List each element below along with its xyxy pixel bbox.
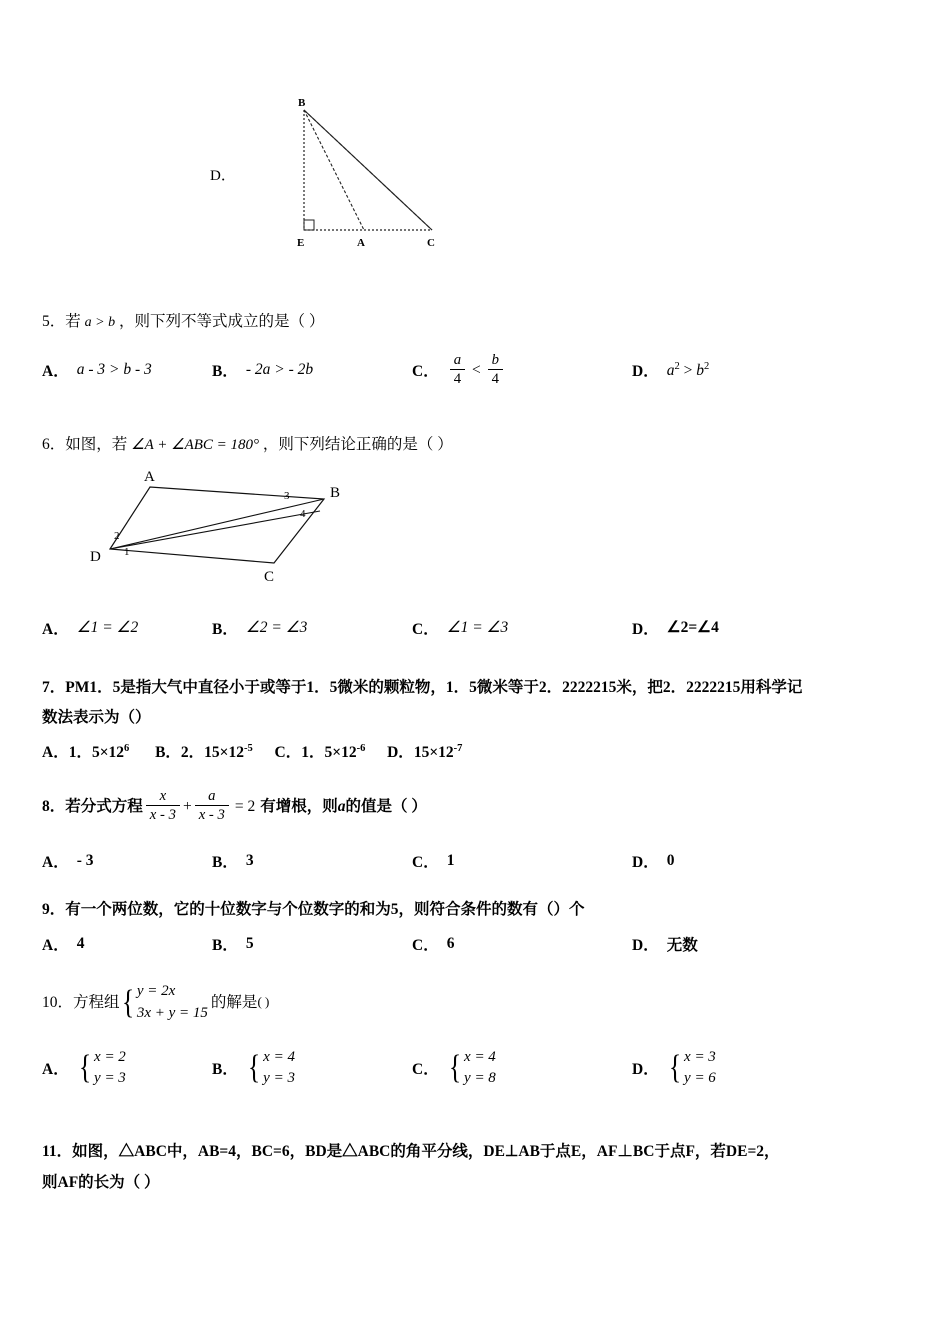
option-a-text: - 3 bbox=[76, 851, 94, 869]
question-10-option-d[interactable] bbox=[632, 1047, 716, 1091]
question-5-option-b[interactable] bbox=[212, 359, 412, 381]
question-8-stem bbox=[42, 788, 908, 826]
svg-text:A: A bbox=[144, 470, 155, 485]
option-c-text: 1 bbox=[446, 851, 455, 869]
svg-text:B: B bbox=[298, 98, 306, 109]
option-b-text: 5 bbox=[245, 935, 254, 952]
numerator: x bbox=[146, 787, 180, 806]
question-6-option-c[interactable] bbox=[412, 617, 632, 639]
relation-symbol: < bbox=[471, 360, 481, 378]
question-10-option-a[interactable] bbox=[42, 1047, 212, 1091]
option-b-exponent: -5 bbox=[244, 742, 253, 754]
question-9-option-c[interactable] bbox=[412, 933, 632, 955]
equals-two: = 2 bbox=[234, 798, 256, 816]
option-a-exponent: 6 bbox=[124, 742, 130, 754]
question-8-number: 8． bbox=[42, 798, 66, 816]
question-8-option-b[interactable] bbox=[212, 850, 412, 872]
relation-symbol: > bbox=[683, 361, 693, 379]
question-9 bbox=[42, 896, 908, 955]
option-b-label: B． bbox=[212, 620, 238, 638]
base-b: b bbox=[696, 361, 704, 379]
option-c-mantissa: 1．5×12 bbox=[301, 743, 357, 761]
option-c-text: 6 bbox=[446, 935, 455, 952]
question-10-number: 10． bbox=[42, 994, 74, 1012]
left-brace: { bbox=[668, 1049, 681, 1087]
system-rows bbox=[464, 1047, 496, 1091]
question-8-stem-mid: 有增根，则 bbox=[260, 798, 338, 816]
left-brace: { bbox=[78, 1049, 91, 1087]
question-7-stem-text1: PM1．5是指大气中直径小于或等于1．5微米的颗粒物，1．5微米等于2．2222215米，把2．2222215用科学记 bbox=[65, 678, 803, 696]
denominator: x - 3 bbox=[198, 807, 225, 824]
question-11-stem-text1: 如图，△ABC中，AB=4，BC=6，BD是△ABC的角平分线，DE⊥AB于点E，AF⊥BC于点F，若DE=2， bbox=[72, 1143, 780, 1160]
question-5-stem bbox=[42, 308, 908, 336]
question-9-stem-text: 有一个两位数，它的十位数字与个位数字的和为5，则符合条件的数有（）个 bbox=[65, 900, 585, 918]
question-7-options bbox=[42, 739, 908, 766]
option-c-exponent: -6 bbox=[356, 742, 366, 754]
option-a-mantissa: 1．5×12 bbox=[68, 743, 125, 761]
page-content bbox=[42, 0, 908, 1200]
option-c-label: C． bbox=[412, 1061, 439, 1079]
option-b-mantissa: 2．15×12 bbox=[180, 743, 244, 761]
plus-sign: + bbox=[182, 798, 192, 816]
option-d-label: D． bbox=[632, 937, 659, 954]
option-a-text: a - 3 > b - 3 bbox=[76, 361, 152, 379]
system-row-1: y = 2x bbox=[136, 983, 176, 999]
option-b-label: B． bbox=[155, 743, 181, 761]
question-5-option-c[interactable] bbox=[412, 352, 632, 390]
question-5-stem-post: ，则下列不等式成立的是（ ） bbox=[118, 313, 325, 330]
system-row-2: y = 3 bbox=[263, 1070, 295, 1087]
option-c-text: ∠1 = ∠3 bbox=[446, 619, 509, 637]
question-10-stem-pre: 方程组 bbox=[73, 994, 120, 1012]
question-10-answer-paren: ( ) bbox=[257, 994, 270, 1010]
option-b-text: ∠2 = ∠3 bbox=[245, 619, 308, 637]
option-a-label: A． bbox=[42, 937, 69, 954]
fraction-a-over-x-minus-3 bbox=[195, 787, 229, 825]
option-a-text: ∠1 = ∠2 bbox=[76, 619, 139, 637]
option-c-expression bbox=[447, 352, 506, 390]
question-6-option-a[interactable] bbox=[42, 617, 212, 639]
fraction-x-over-x-minus-3 bbox=[146, 787, 180, 825]
option-a-label: A． bbox=[42, 620, 69, 638]
question-5-stem-pre: 若 bbox=[65, 313, 81, 330]
fraction-b-over-4 bbox=[488, 351, 503, 389]
question-7 bbox=[42, 673, 908, 767]
exponent: 2 bbox=[674, 360, 680, 372]
option-d-label: D． bbox=[632, 853, 659, 871]
question-7-option-a[interactable] bbox=[42, 744, 129, 761]
denominator: 4 bbox=[453, 370, 462, 387]
option-d-system bbox=[667, 1047, 716, 1091]
question-7-option-b[interactable] bbox=[155, 744, 253, 761]
system-rows bbox=[263, 1047, 295, 1091]
base-a: a bbox=[666, 361, 675, 379]
option-d-label: D． bbox=[632, 620, 659, 638]
question-11-stem-line1 bbox=[42, 1136, 908, 1167]
svg-text:2: 2 bbox=[114, 529, 120, 542]
question-9-number: 9． bbox=[42, 900, 66, 918]
option-d-exponent: -7 bbox=[453, 742, 463, 754]
question-8-variable: a bbox=[337, 798, 346, 816]
system-row-2: y = 8 bbox=[464, 1070, 496, 1087]
system-rows bbox=[137, 981, 208, 1025]
svg-text:C: C bbox=[264, 568, 275, 585]
option-d-mantissa: 15×12 bbox=[413, 743, 454, 761]
svg-text:A: A bbox=[357, 237, 365, 249]
left-brace: { bbox=[121, 983, 134, 1021]
option-a-label: A． bbox=[42, 853, 69, 871]
option-a-system bbox=[77, 1047, 126, 1091]
system-rows bbox=[94, 1047, 126, 1091]
numerator: a bbox=[450, 351, 465, 370]
option-b-label: B． bbox=[212, 853, 238, 871]
equation-system bbox=[120, 981, 208, 1025]
question-6-stem-post: ，则下列结论正确的是（ ） bbox=[262, 436, 453, 454]
question-9-stem bbox=[42, 896, 908, 923]
option-b-text: - 2a > - 2b bbox=[245, 361, 314, 379]
question-7-number: 7． bbox=[42, 678, 66, 696]
question-10-option-b[interactable] bbox=[212, 1047, 412, 1091]
option-c-system bbox=[447, 1047, 496, 1091]
svg-text:B: B bbox=[330, 484, 341, 501]
question-5-option-a[interactable] bbox=[42, 359, 212, 381]
option-d-text: ∠2=∠4 bbox=[666, 619, 719, 637]
denominator: x - 3 bbox=[149, 807, 176, 824]
question-8-options bbox=[42, 850, 908, 872]
option-b-text: 3 bbox=[245, 851, 254, 869]
question-8-option-c[interactable] bbox=[412, 850, 632, 872]
numerator: a bbox=[195, 787, 229, 806]
option-d-text: 无数 bbox=[666, 937, 698, 954]
system-row-2: y = 3 bbox=[94, 1070, 126, 1087]
system-row-2: 3x + y = 15 bbox=[136, 1004, 208, 1021]
figure-question6-parallelogram bbox=[42, 471, 908, 601]
question-11-number: 11． bbox=[42, 1143, 73, 1160]
svg-text:E: E bbox=[297, 237, 305, 249]
option-d-expression bbox=[667, 361, 710, 380]
figure-question4-optionD bbox=[42, 78, 908, 278]
question-10-options bbox=[42, 1047, 908, 1091]
question-9-option-d[interactable] bbox=[632, 933, 698, 955]
question-7-stem-line1 bbox=[42, 673, 908, 703]
fraction-a-over-4 bbox=[450, 351, 465, 389]
figure1-label-d: D． bbox=[210, 168, 236, 184]
option-c-label: C． bbox=[412, 363, 439, 381]
question-8 bbox=[42, 788, 908, 872]
exponent: 2 bbox=[703, 360, 710, 372]
question-8-stem-pre: 若分式方程 bbox=[65, 798, 143, 816]
question-6-options bbox=[42, 617, 908, 639]
question-6-option-b[interactable] bbox=[212, 617, 412, 639]
option-a-label: A． bbox=[42, 1061, 69, 1079]
system-row-1: x = 3 bbox=[684, 1048, 716, 1065]
question-5-number: 5． bbox=[42, 313, 66, 330]
option-a-label: A． bbox=[42, 743, 69, 761]
question-7-option-d[interactable] bbox=[387, 744, 462, 761]
question-6-stem bbox=[42, 431, 908, 458]
system-row-2: y = 6 bbox=[684, 1070, 716, 1087]
option-d-text: 0 bbox=[666, 851, 675, 869]
question-8-option-d[interactable] bbox=[632, 850, 674, 872]
system-row-1: x = 4 bbox=[263, 1048, 295, 1065]
option-c-label: C． bbox=[412, 620, 439, 638]
question-5 bbox=[42, 308, 908, 389]
system-rows bbox=[684, 1047, 716, 1091]
option-b-label: B． bbox=[212, 937, 238, 954]
question-7-stem-line2: 数法表示为（） bbox=[42, 708, 151, 726]
question-9-options bbox=[42, 933, 908, 955]
option-a-text: 4 bbox=[76, 935, 85, 952]
option-b-label: B． bbox=[212, 1061, 238, 1079]
question-11 bbox=[42, 1136, 908, 1198]
option-b-label: B． bbox=[212, 363, 238, 381]
option-a-label: A． bbox=[42, 363, 69, 381]
left-brace: { bbox=[247, 1049, 261, 1087]
option-b-system bbox=[246, 1047, 295, 1091]
question-5-stem-math: a > b bbox=[84, 315, 116, 330]
numerator: b bbox=[488, 351, 503, 370]
question-10-option-c[interactable] bbox=[412, 1047, 632, 1091]
option-c-label: C． bbox=[412, 853, 439, 871]
question-6 bbox=[42, 431, 908, 638]
question-6-number: 6． bbox=[42, 436, 66, 454]
option-c-label: C． bbox=[412, 937, 439, 954]
left-brace: { bbox=[448, 1049, 461, 1087]
question-10 bbox=[42, 981, 908, 1090]
question-9-option-a[interactable] bbox=[42, 933, 212, 955]
system-row-1: x = 2 bbox=[94, 1048, 126, 1065]
system-row-1: x = 4 bbox=[464, 1048, 496, 1065]
option-d-label: D． bbox=[387, 743, 414, 761]
option-c-label: C． bbox=[274, 743, 302, 761]
option-d-label: D． bbox=[632, 363, 659, 381]
question-6-option-d[interactable] bbox=[632, 617, 719, 639]
question-8-stem-post: 的值是（ ） bbox=[345, 798, 427, 816]
question-9-option-b[interactable] bbox=[212, 933, 412, 955]
question-8-option-a[interactable] bbox=[42, 850, 212, 872]
question-6-stem-math: ∠A + ∠ABC = 180° bbox=[131, 437, 260, 454]
option-d-label: D． bbox=[632, 1061, 659, 1079]
question-5-option-d[interactable] bbox=[632, 359, 709, 381]
svg-text:C: C bbox=[427, 237, 435, 249]
question-10-stem-post: 的解是 bbox=[210, 994, 258, 1012]
denominator: 4 bbox=[491, 370, 499, 387]
question-6-stem-pre: 如图，若 bbox=[65, 436, 128, 454]
question-7-option-c[interactable] bbox=[275, 744, 366, 761]
svg-text:4: 4 bbox=[300, 507, 306, 520]
svg-text:3: 3 bbox=[284, 489, 290, 502]
svg-text:1: 1 bbox=[124, 545, 130, 558]
question-10-stem bbox=[42, 981, 908, 1025]
question-5-options bbox=[42, 352, 908, 390]
question-11-stem-line2: 则AF的长为（ ） bbox=[42, 1174, 160, 1191]
svg-text:D: D bbox=[90, 548, 101, 565]
